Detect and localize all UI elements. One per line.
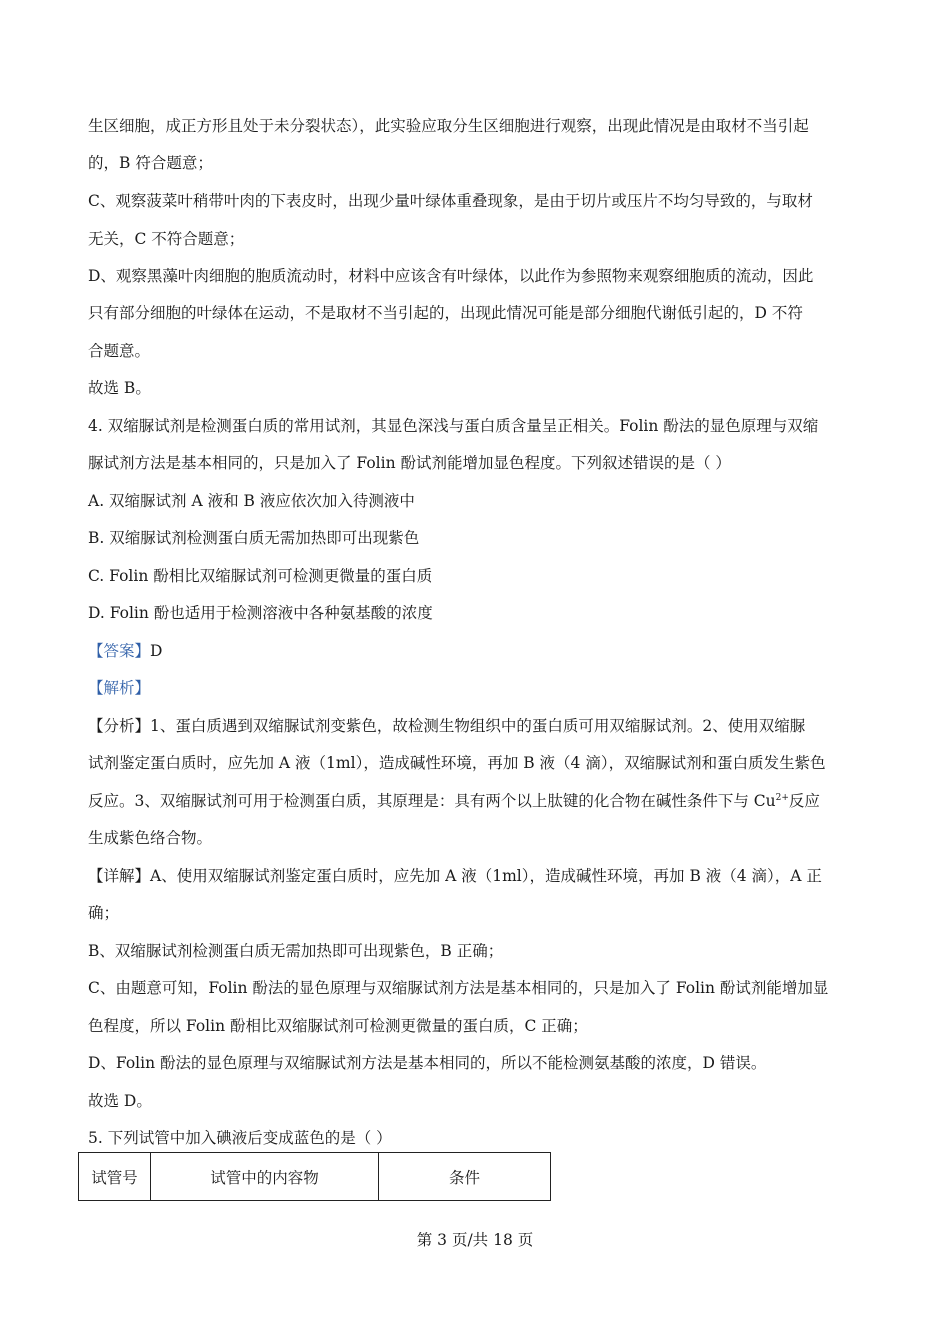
question-stem: 4. 双缩脲试剂是检测蛋白质的常用试剂，其显色深浅与蛋白质含量呈正相关。Folin 酚法的显色原理与双缩 <box>88 417 819 435</box>
table-header-cell: 条件 <box>379 1153 551 1201</box>
analysis-text: 试剂鉴定蛋白质时，应先加 A 液（1ml），造成碱性环境，再加 B 液（4 滴），双缩脲试剂和蛋白质发生紫色 <box>88 754 826 772</box>
question-5-stem: 5. 下列试管中加入碘液后变成蓝色的是（ ） <box>88 1129 392 1147</box>
text-line: 只有部分细胞的叶绿体在运动，不是取材不当引起的，出现此情况可能是部分细胞代谢低引起的，D 不符 <box>88 304 803 322</box>
question-stem: 脲试剂方法是基本相同的，只是加入了 Folin 酚试剂能增加显色程度。下列叙述错误的是（ ） <box>88 454 731 472</box>
test-tube-table <box>78 1152 551 1201</box>
analysis-label: 【解析】 <box>88 679 151 697</box>
detail-text: 【详解】A、使用双缩脲试剂鉴定蛋白质时，应先加 A 液（1ml），造成碱性环境，再加 B 液（4 滴），A 正 <box>88 867 822 885</box>
text-line: C、观察菠菜叶稍带叶肉的下表皮时，出现少量叶绿体重叠现象，是由于切片或压片不均匀导致的，与取材 <box>88 192 813 210</box>
text-line: 的，B 符合题意； <box>88 154 213 172</box>
text-line: 合题意。 <box>88 342 151 360</box>
answer-line <box>88 640 878 662</box>
text-line: 无关，C 不符合题意； <box>88 230 245 248</box>
cu-superscript: 2+ <box>775 792 789 803</box>
option-b: B. 双缩脲试剂检测蛋白质无需加热即可出现紫色 <box>88 529 420 547</box>
detail-text: 色程度，所以 Folin 酚相比双缩脲试剂可检测更微量的蛋白质，C 正确； <box>88 1017 588 1035</box>
analysis-text: 反应。3、双缩脲试剂可用于检测蛋白质，其原理是：具有两个以上肽键的化合物在碱性条件下与 $Cu^{2+}$反应 <box>88 792 820 810</box>
option-d: D. Folin 酚也适用于检测溶液中各种氨基酸的浓度 <box>88 604 433 622</box>
table-header-row <box>79 1153 551 1201</box>
option-c: C. Folin 酚相比双缩脲试剂可检测更微量的蛋白质 <box>88 567 433 585</box>
detail-text: 确； <box>88 904 120 922</box>
text-line: 生区细胞，成正方形且处于未分裂状态），此实验应取分生区细胞进行观察，出现此情况是由取材不当引起 <box>88 117 809 135</box>
text-line: D、观察黑藻叶肉细胞的胞质流动时，材料中应该含有叶绿体，以此作为参照物来观察细胞质的流动，因此 <box>88 267 814 285</box>
detail-text: D、Folin 酚法的显色原理与双缩脲试剂方法是基本相同的，所以不能检测氨基酸的浓度，D 错误。 <box>88 1054 767 1072</box>
detail-text: B、双缩脲试剂检测蛋白质无需加热即可出现紫色，B 正确； <box>88 942 504 960</box>
analysis-text: 生成紫色络合物。 <box>88 829 213 847</box>
analysis-text: 【分析】1、蛋白质遇到双缩脲试剂变紫色，故检测生物组织中的蛋白质可用双缩脲试剂。2、使用双缩脲 <box>88 717 806 735</box>
answer-value: D <box>150 642 163 660</box>
answer-label: 【答案】 <box>88 642 151 660</box>
detail-text: C、由题意可知，Folin 酚法的显色原理与双缩脲试剂方法是基本相同的，只是加入了 Folin 酚试剂能增加显 <box>88 979 829 997</box>
page-footer: 第 3 页/共 18 页 <box>416 1231 534 1249</box>
table-header-cell: 试管中的内容物 <box>151 1153 379 1201</box>
text-line: 故选 B。 <box>88 379 151 397</box>
option-a: A. 双缩脲试剂 A 液和 B 液应依次加入待测液中 <box>88 492 415 510</box>
detail-text: 故选 D。 <box>88 1092 152 1110</box>
table-header-cell: 试管号 <box>79 1153 151 1201</box>
